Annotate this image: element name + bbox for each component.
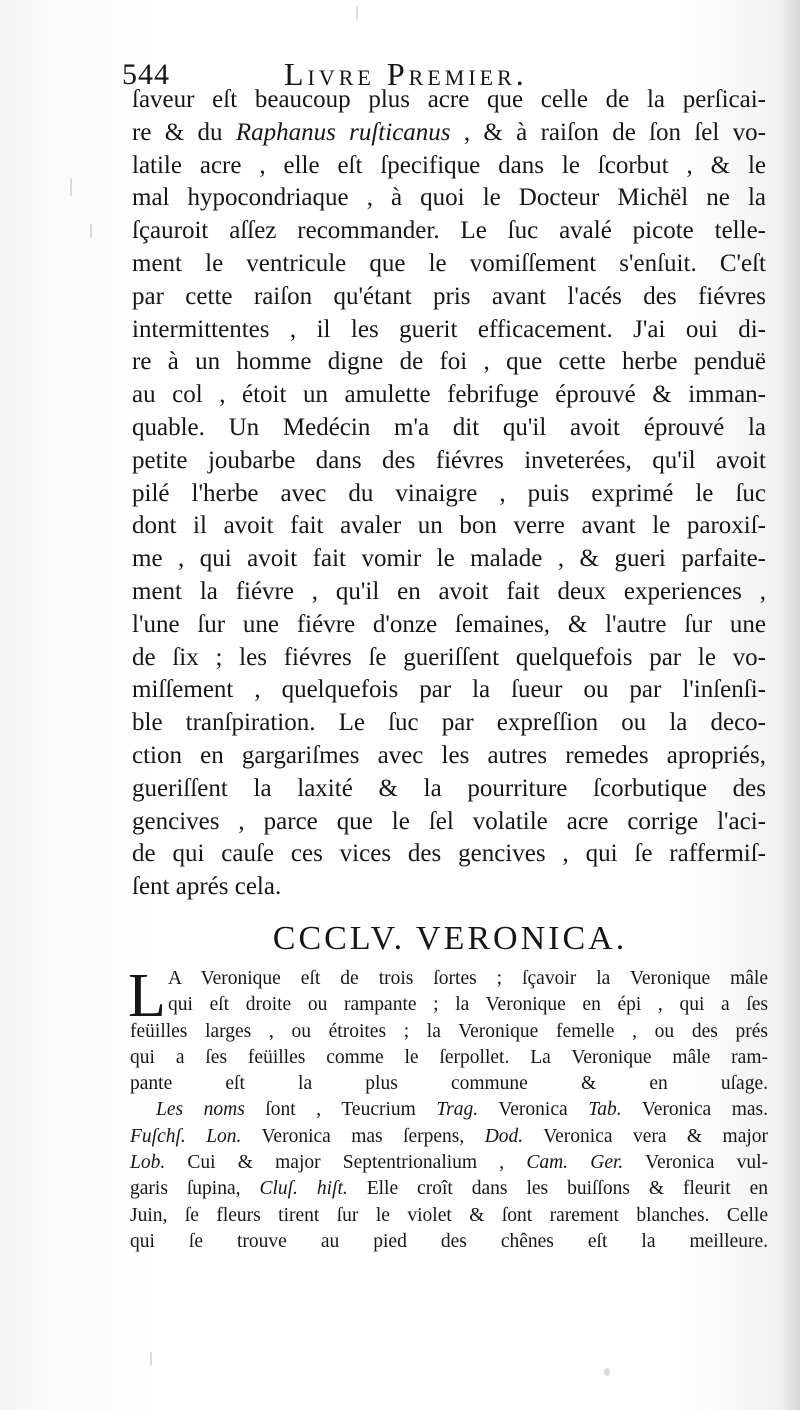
section-title: CCCLV. VERONICA.: [272, 920, 628, 957]
drop-cap: L: [128, 962, 166, 1030]
text-line: pilé l'herbe avec du vinaigre , puis exprimé le ſuc: [132, 479, 766, 507]
article-line: pante eſt la plus commune & en uſage.: [130, 1073, 768, 1095]
veronica-article: [128, 962, 769, 1255]
article-line: Fuſchſ. Lon. Veronica mas ſerpens, Dod. Veronica vera & major: [130, 1125, 769, 1147]
text-line: ment le ventricule que le vomiſſement s'enſuit. C'eſt: [132, 249, 766, 277]
article-line: qui eſt droite ou rampante ; la Veronique en épi , qui a ſes: [168, 994, 768, 1016]
text-line: par cette raiſon qu'étant pris avant l'acés des fiévres: [132, 282, 766, 310]
page-number: 544: [122, 58, 170, 91]
text-line: me , qui avoit fait vomir le malade , & gueri parfaite-: [132, 545, 766, 573]
ink-mark: [90, 224, 92, 238]
text-line: miſſement , quelquefois par la ſueur ou par l'inſenſi-: [132, 676, 766, 704]
text-line: de ſix ; les fiévres ſe gueriſſent quelquefois par le vo-: [132, 643, 766, 671]
text-line: petite joubarbe dans des fiévres inveterées, qu'il avoit: [132, 446, 766, 474]
article-line: garis ſupina, Cluſ. hiſt. Elle croît dans les buiſſons & fleurit en: [130, 1178, 768, 1200]
article-line: qui a ſes feüilles comme le ſerpollet. La Veronique mâle ram-: [130, 1046, 768, 1068]
text-line: quable. Un Medécin m'a dit qu'il avoit éprouvé la: [132, 413, 766, 441]
ink-mark: [150, 1352, 152, 1366]
ink-mark: [70, 178, 72, 196]
text-line: gencives , parce que le ſel volatile acre corrige l'aci-: [132, 807, 766, 835]
text-line: ſaveur eſt beaucoup plus acre que celle de la perſicai-: [132, 86, 766, 113]
ink-mark: [604, 1368, 610, 1376]
text-line: mal hypocondriaque , à quoi le Docteur Michël ne la: [132, 184, 766, 212]
text-line: re & du Raphanus ruſticanus , & à raiſon de ſon ſel vo-: [132, 118, 766, 146]
text-line: de qui cauſe ces vices des gencives , qui ſe raffermiſ-: [132, 840, 766, 868]
continued-paragraph: [132, 84, 766, 904]
text-line: dont il avoit fait avaler un bon verre avant le paroxiſ-: [132, 512, 766, 540]
ink-mark: [356, 6, 358, 20]
text-line: l'une ſur une fiévre d'onze ſemaines, & l'autre ſur une: [132, 610, 766, 638]
article-line: Lob. Cui & major Septentrionalium , Cam. Ger. Veronica vul-: [130, 1152, 768, 1174]
text-line: ble tranſpiration. Le ſuc par expreſſion ou la deco-: [132, 709, 766, 737]
text-line: ſçauroit aſſez recommander. Le ſuc avalé picote telle-: [132, 217, 766, 245]
text-line: ction en gargariſmes avec les autres remedes apropriés,: [132, 741, 766, 769]
text-line: latile acre , elle eſt ſpecifique dans le ſcorbut , & le: [132, 151, 766, 179]
text-line: au col , étoit un amulette febrifuge éprouvé & imman-: [132, 381, 766, 409]
article-line: qui ſe trouve au pied des chênes eſt la meilleure.: [130, 1230, 768, 1252]
text-line: ſent aprés cela.: [132, 873, 282, 901]
text-line: re à un homme digne de foi , que cette herbe penduë: [132, 348, 766, 376]
text-line: intermittentes , il les guerit efficacement. J'ai oui di-: [132, 315, 766, 343]
page-edge-shadow: [782, 0, 800, 1410]
article-line: A Veronique eſt de trois ſortes ; ſçavoir la Veronique mâle: [168, 968, 768, 989]
article-text: [128, 962, 769, 1255]
text-line: ment la fiévre , qu'il en avoit fait deux experiences ,: [132, 577, 766, 605]
article-line: Juin, ſe fleurs tirent ſur le violet & ſont rarement blanches. Celle: [130, 1204, 768, 1226]
article-line: Les noms ſont , Teucrium Trag. Veronica Tab. Veronica mas.: [156, 1099, 768, 1121]
article-line: feüilles larges , ou étroites ; la Veronique femelle , ou des prés: [130, 1020, 768, 1042]
running-title: Livre Premier.: [284, 56, 528, 92]
text-line: gueriſſent la laxité & la pourriture ſcorbutique des: [132, 774, 766, 802]
